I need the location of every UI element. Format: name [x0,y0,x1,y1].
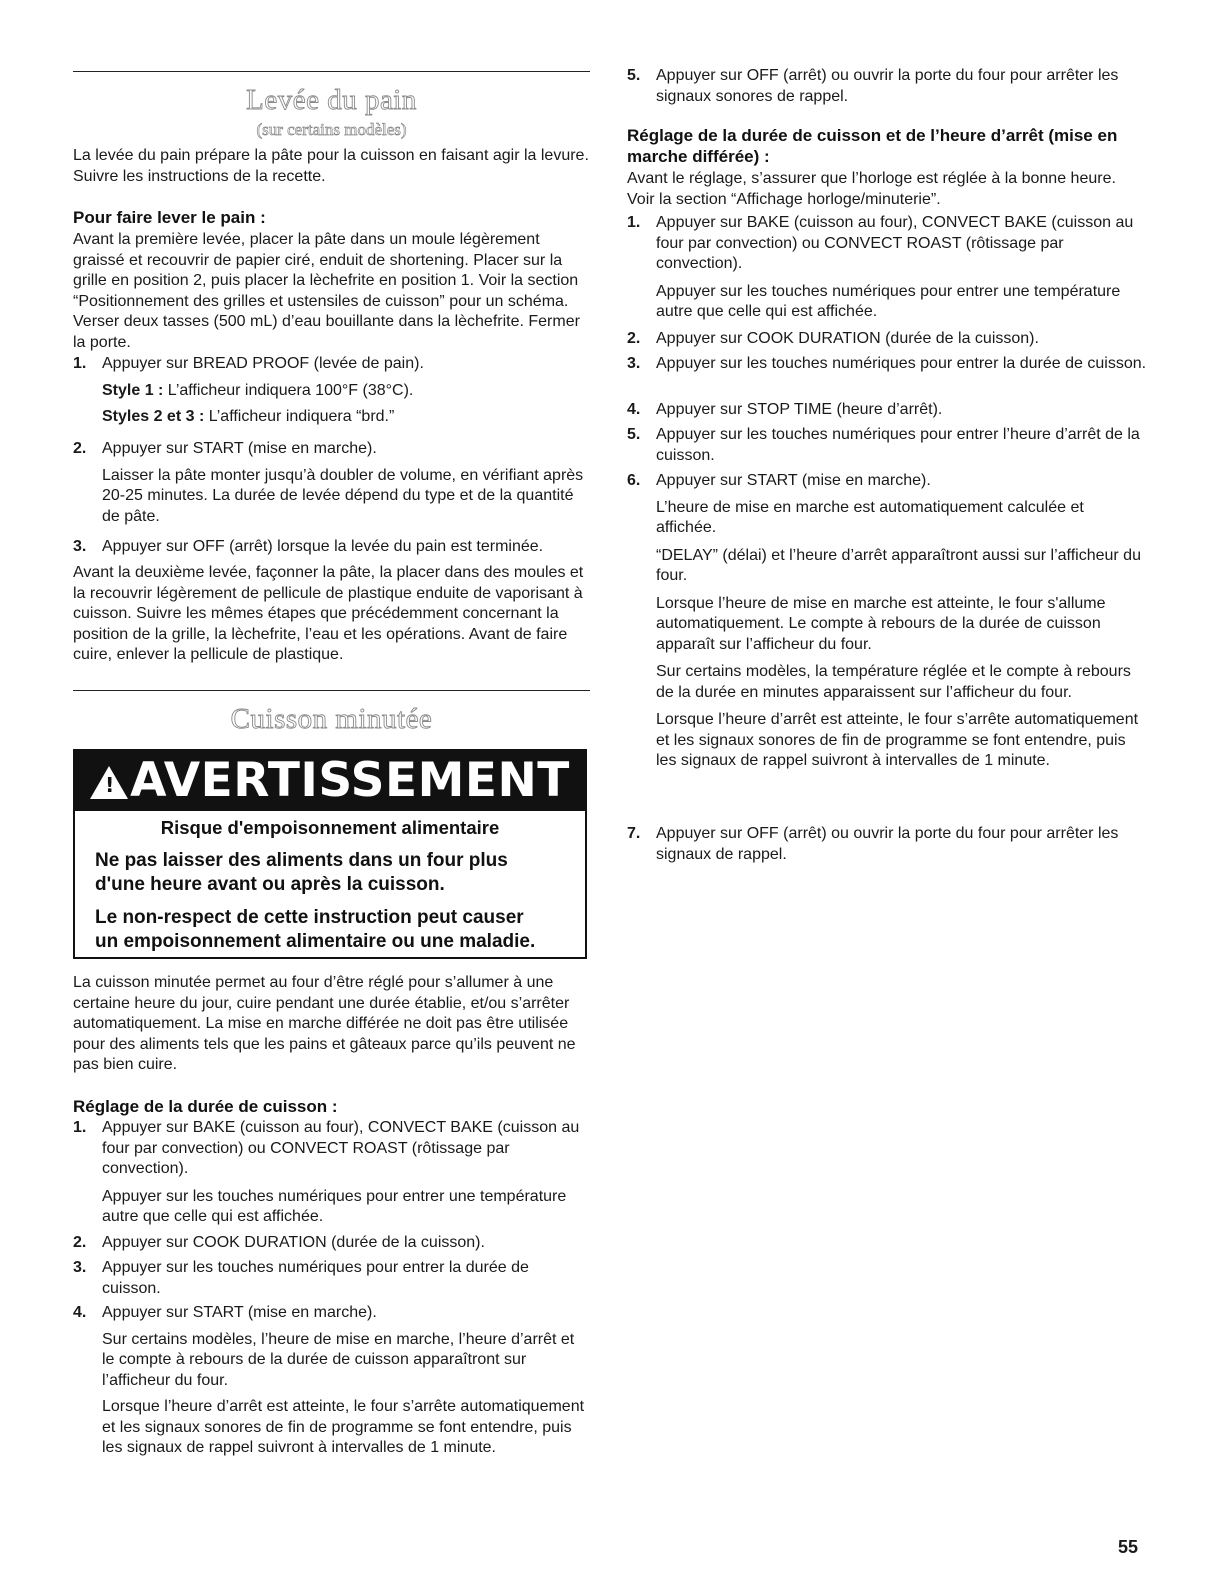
step-note: “DELAY” (délai) et l’heure d’arrêt apparaîtront aussi sur l’afficheur du four. [656,546,1141,584]
step-text: Appuyer sur BAKE (cuisson au four), CONVECT BAKE (cuisson au four par convection) ou CONVECT ROAST (rôtissage par convection). [656,214,1134,272]
delay-step-5 [627,425,1147,466]
section-rule [73,690,590,691]
warning-line-1: Ne pas laisser des aliments dans un four plus [95,850,508,871]
style-23-note: Styles 2 et 3 : L’afficheur indiquera “brd.” [102,408,395,425]
step-text: Appuyer sur les touches numériques pour entrer la durée de cuisson. [656,355,1147,372]
step-number: 4. [627,401,641,418]
duration-step-3 [73,1258,590,1299]
step-number: 3. [627,355,641,372]
proof-second-rise: Avant la deuxième levée, façonner la pâte, la placer dans des moules et la recouvrir légèrement de pellicule de plastique enduite de vaporisant à cuisson. Suivre les mêmes étapes que précédemment concernant la position de la grille, la lèchefrite, l’eau et les opérations. Avant de faire cuire, enlever la pellicule de plastique. [73,564,584,663]
duration-step-2 [73,1233,590,1254]
duration-heading: Réglage de la durée de cuisson : [73,1097,338,1116]
step-text: Appuyer sur START (mise en marche). [656,472,931,489]
delay-step-4 [627,400,1147,421]
step-number: 2. [73,1234,87,1251]
delay-step-6 [627,471,1147,772]
step-text: Appuyer sur OFF (arrêt) lorsque la levée du pain est terminée. [102,538,544,555]
duration-step-5 [627,66,1147,107]
delay-step-1 [627,213,1147,323]
duration-step-4 [73,1303,590,1459]
timed-section-title: Cuisson minutée [230,703,433,735]
proof-prep: Avant la première levée, placer la pâte dans un moule légèrement graissé et recouvrir de papier ciré, enduit de shortening. Placer sur la grille en position 2, puis placer la lèchefrite en position 1. Voir la section “Positionnement des grilles et ustensiles de cuisson” pour un schéma. Verser deux tasses (500 mL) d’eau bouillante dans la lèchefrite. Fermer la porte. [73,231,580,351]
delay-step-3 [627,354,1147,375]
step-text: Appuyer sur STOP TIME (heure d’arrêt). [656,401,943,418]
step-note: Lorsque l’heure d’arrêt est atteinte, le four s’arrête automatiquement et les signaux sonores de fin de programme se font entendre, puis les signaux de rappel suivront à intervalles de 1 minute. [102,1398,585,1456]
proof-step-3 [73,537,590,558]
step-text: Appuyer sur COOK DURATION (durée de la cuisson). [102,1234,485,1251]
style-1-note: Style 1 : L’afficheur indiquera 100°F (38°C). [102,381,414,399]
warning-line-3: Le non-respect de cette instruction peut causer [95,907,524,928]
step-text: Appuyer sur OFF (arrêt) ou ouvrir la porte du four pour arrêter les signaux sonores de rappel. [656,67,1119,105]
step-text: Appuyer sur BREAD PROOF (levée de pain). [102,355,424,372]
step-number: 3. [73,1259,87,1276]
delay-intro: Avant le réglage, s’assurer que l’horloge est réglée à la bonne heure. Voir la section “Affichage horloge/minuterie”. [627,170,1116,208]
step-note: Appuyer sur les touches numériques pour entrer une température autre que celle qui est affichée. [656,282,1121,320]
step-number: 1. [627,214,641,231]
delay-step-7 [627,824,1147,865]
step-text: Appuyer sur START (mise en marche). [102,1304,377,1321]
delay-heading: Réglage de la durée de cuisson et de l’heure d’arrêt (mise en marche différée) : [627,126,1118,166]
proof-step-1 [73,354,590,428]
delay-step-2 [627,329,1147,350]
page-number: 55 [1118,1537,1139,1557]
warning-risk: Risque d'empoisonnement alimentaire [160,817,500,838]
warning-box [73,749,587,959]
step-number: 1. [73,1119,87,1136]
step-text: Appuyer sur OFF (arrêt) ou ouvrir la porte du four pour arrêter les signaux de rappel. [656,825,1119,863]
step-number: 5. [627,426,641,443]
step-text: Appuyer sur COOK DURATION (durée de la cuisson). [656,330,1039,347]
step-note: Sur certains modèles, l’heure de mise en marche, l’heure d’arrêt et le compte à rebours de la durée de cuisson apparaîtront sur l’afficheur du four. [102,1330,575,1389]
step-note: Sur certains modèles, la température réglée et le compte à rebours de la durée en minutes apparaissent sur l’afficheur du four. [656,663,1131,701]
step-text: Appuyer sur BAKE (cuisson au four), CONVECT BAKE (cuisson au four par convection) ou CONVECT ROAST (rôtissage par convection). [102,1119,580,1177]
warning-triangle-icon: ! [90,766,128,799]
proof-section-title: Levée du pain [246,84,417,116]
warning-header [75,751,585,811]
proof-intro: La levée du pain prépare la pâte pour la cuisson en faisant agir la levure. Suivre les instructions de la recette. [73,147,589,185]
warning-line-4: un empoisonnement alimentaire ou une maladie. [95,931,536,952]
step-number: 6. [627,472,641,489]
step-number: 2. [73,440,87,457]
step-note: Lorsque l’heure de mise en marche est atteinte, le four s'allume automatiquement. Le compte à rebours de la durée de cuisson apparaît sur l’afficheur du four. [656,594,1106,653]
step-number: 1. [73,355,87,372]
proof-heading: Pour faire lever le pain : [73,208,266,227]
step-number: 7. [627,825,641,842]
step-note: L’heure de mise en marche est automatiquement calculée et affichée. [656,498,1084,536]
proof-section-subtitle: (sur certains modèles) [256,120,407,139]
warning-line-2: d'une heure avant ou après la cuisson. [95,874,445,895]
step-number: 3. [73,538,87,555]
step-text: Appuyer sur START (mise en marche). [102,440,377,457]
top-rule [73,71,590,72]
proof-step-2 [73,439,590,527]
step-number: 4. [73,1304,87,1321]
step-text: Appuyer sur les touches numériques pour entrer la durée de cuisson. [102,1259,529,1297]
step-note: Laisser la pâte monter jusqu’à doubler de volume, en vérifiant après 20-25 minutes. La durée de levée dépend du type et de la quantité de pâte. [102,466,584,525]
step-text: Appuyer sur les touches numériques pour entrer l’heure d’arrêt de la cuisson. [656,426,1140,464]
duration-step-1 [73,1118,590,1228]
step-number: 5. [627,67,641,84]
step-note: Appuyer sur les touches numériques pour entrer une température autre que celle qui est affichée. [102,1187,567,1225]
timed-intro: La cuisson minutée permet au four d’être réglé pour s’allumer à une certaine heure du jour, cuire pendant une durée établie, et/ou s’arrêter automatiquement. La mise en marche différée ne doit pas être utilisée pour des aliments tels que les pains et gâteaux parce qu’ils peuvent ne pas bien cuire. [73,974,576,1073]
step-note: Lorsque l’heure d’arrêt est atteinte, le four s’arrête automatiquement et les signaux sonores de fin de programme se font entendre, puis les signaux de rappel suivront à intervalles de 1 minute. [656,711,1139,769]
step-number: 2. [627,330,641,347]
warning-word: AVERTISSEMENT [130,753,570,808]
